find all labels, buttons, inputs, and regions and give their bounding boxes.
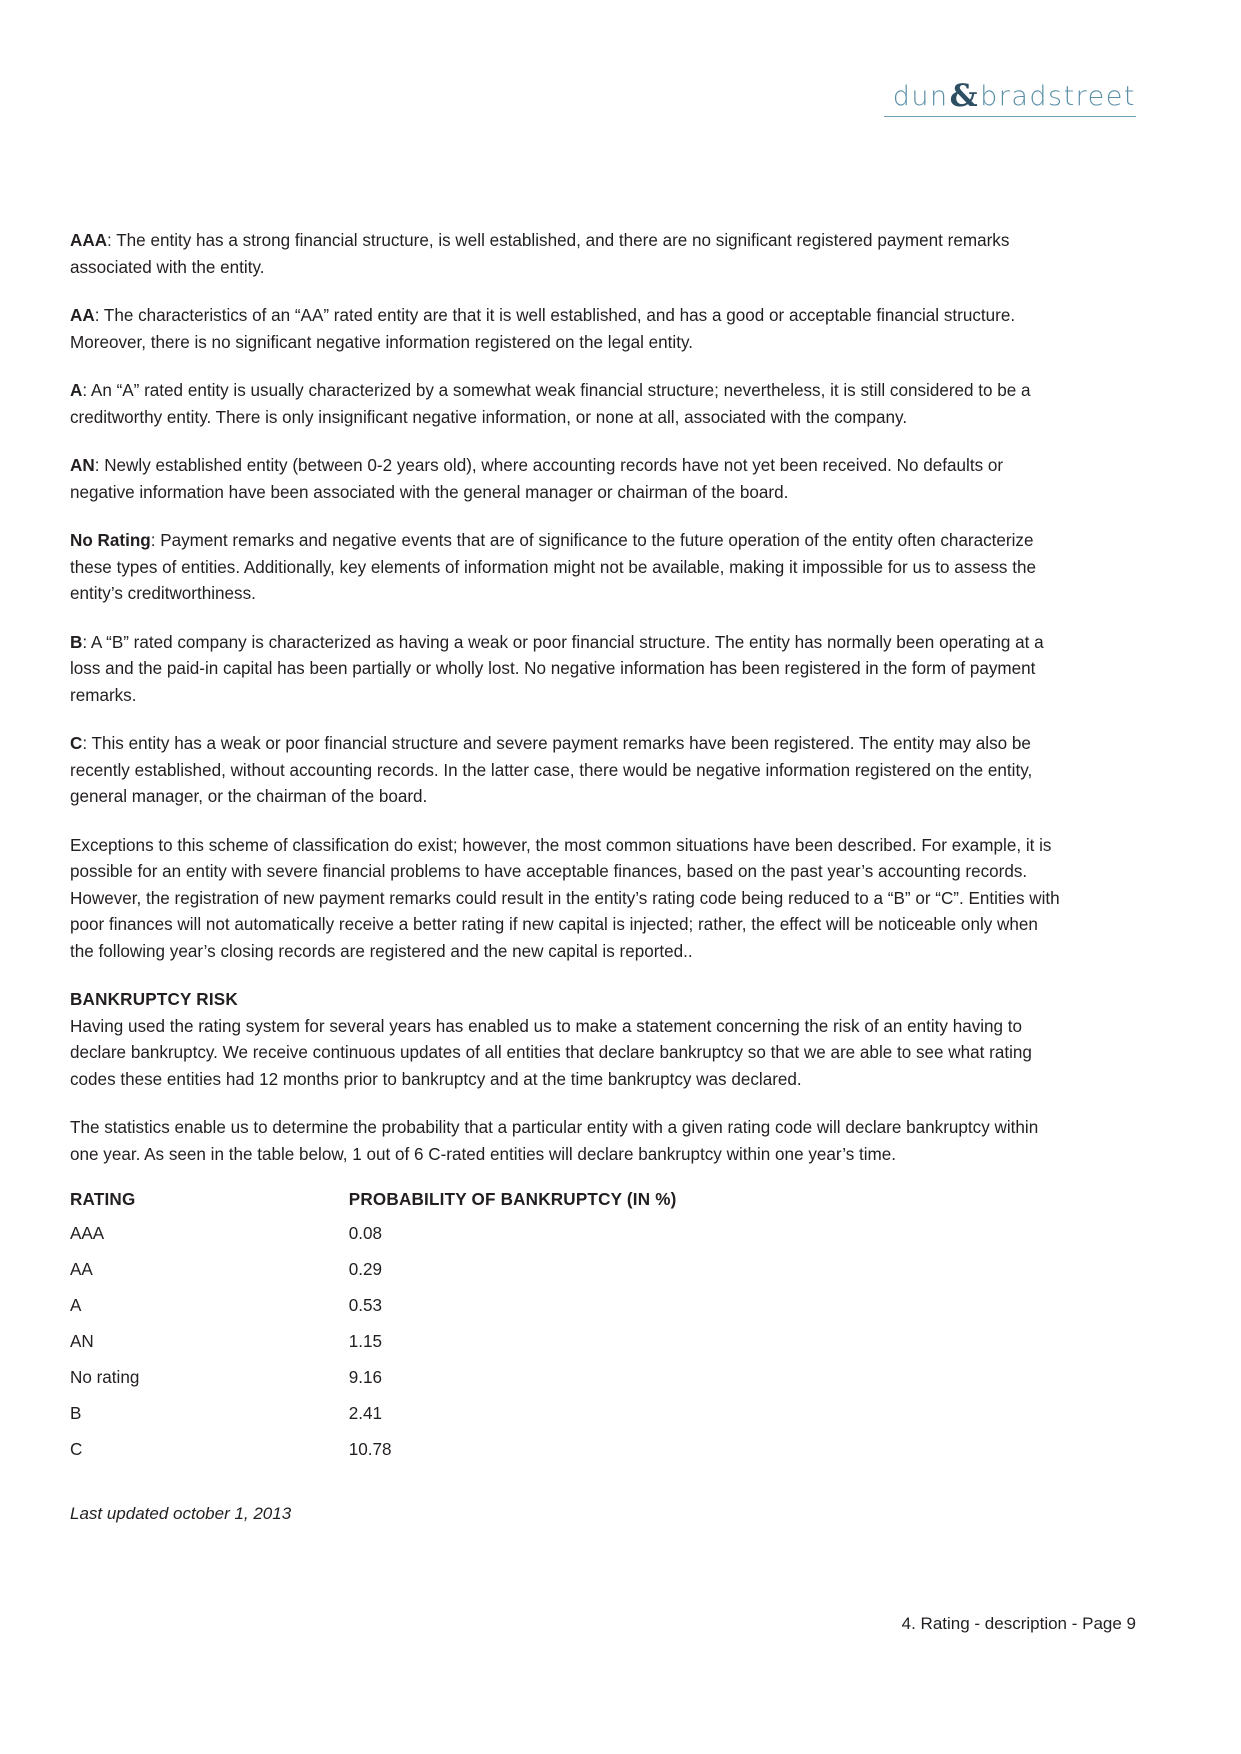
paragraph-exceptions-text: Exceptions to this scheme of classification do exist; however, the most common situations have been described. For example, it is possible for an entity with severe financial problems to have acceptable finances, based on the past year’s accounting records. However, the registration of new payment remarks could result in the entity’s rating code being reduced to a “B” or “C”. Entities with poor finances will not automatically receive a better rating if new capital is injected; rather, the effect will be noticeable only when the following year’s closing records are registered and the new capital is reported.. — [70, 835, 1060, 961]
paragraph-aa-text: : The characteristics of an “AA” rated entity are that it is well established, and has a good or acceptable financial structure. Moreover, there is no significant negative information registered on the legal entity. — [70, 306, 1016, 352]
paragraph-an-text: : Newly established entity (between 0-2 years old), where accounting records have not yet been received. No defaults or negative information have been associated with the general manager or chairman of the board. — [70, 456, 1004, 502]
table-row — [70, 1440, 770, 1476]
paragraph-bankruptcy-risk: Having used the rating system for several years has enabled us to make a statement concerning the risk of an entity having to declare bankruptcy. We receive continuous updates of all entities that declare bankruptcy so that we are able to see what rating codes these entities had 12 months prior to bankruptcy and at the time bankruptcy was declared. — [70, 1016, 1032, 1089]
paragraph-statistics: The statistics enable us to determine the probability that a particular entity with a given rating code will declare bankruptcy within one year. As seen in the table below, 1 out of 6 C-rated entities will declare bankruptcy within one year’s time. — [70, 1118, 1039, 1164]
logo-text-dun: dun — [892, 80, 949, 112]
paragraph-no-rating — [70, 528, 1060, 608]
cell-rating: B — [70, 1404, 82, 1423]
dun-bradstreet-logo — [893, 78, 1136, 114]
document-body — [70, 228, 1060, 1524]
paragraph-an-lead: AN — [70, 456, 95, 475]
cell-probability: 0.53 — [348, 1296, 383, 1315]
cell-probability: 10.78 — [348, 1440, 392, 1459]
cell-rating: AAA — [70, 1224, 105, 1243]
paragraph-b — [70, 630, 1060, 710]
logo-ampersand-icon: & — [949, 78, 980, 114]
paragraph-a — [70, 378, 1060, 431]
paragraph-exceptions — [70, 833, 1060, 966]
paragraph-aa-lead: AA — [70, 306, 95, 325]
table-row — [70, 1224, 770, 1260]
paragraph-c — [70, 731, 1060, 811]
table-row — [70, 1404, 770, 1440]
table-row — [70, 1296, 770, 1332]
table-row — [70, 1332, 770, 1368]
cell-rating: No rating — [70, 1368, 140, 1387]
paragraph-aaa-text: : The entity has a strong financial structure, is well established, and there are no significant registered payment remarks associated with the entity. — [70, 231, 1010, 277]
cell-probability: 1.15 — [348, 1332, 383, 1351]
cell-rating: C — [70, 1440, 83, 1459]
paragraph-c-text: : This entity has a weak or poor financial structure and severe payment remarks have been registered. The entity may also be recently established, without accounting records. In the latter case, there would be negative information registered on the entity, general manager, or the chairman of the board. — [70, 734, 1033, 806]
table-header-rating: RATING — [70, 1190, 136, 1209]
logo-divider — [884, 116, 1136, 117]
paragraph-no-rating-text: : Payment remarks and negative events that are of significance to the future operation of the entity often characterize these types of entities. Additionally, key elements of information might not be available, making it impossible for us to assess the entity’s creditworthiness. — [70, 531, 1036, 603]
cell-rating: AA — [70, 1260, 93, 1279]
paragraph-aaa-lead: AAA — [70, 231, 108, 250]
paragraph-a-lead: A — [70, 381, 83, 400]
paragraph-aaa — [70, 228, 1060, 281]
section-heading-bankruptcy-risk: BANKRUPTCY RISK — [70, 990, 238, 1009]
paragraph-c-lead: C — [70, 734, 83, 753]
table-row — [70, 1368, 770, 1404]
cell-probability: 9.16 — [348, 1368, 383, 1387]
logo-text-bradstreet: bradstreet — [980, 80, 1136, 112]
paragraph-an — [70, 453, 1060, 506]
paragraph-b-lead: B — [70, 632, 83, 652]
paragraph-b-text: : A “B” rated company is characterized as having a weak or poor financial structure. The entity has normally been operating at a loss and the paid-in capital has been partially or wholly lost. No negative information has been registered in the form of payment remarks. — [70, 632, 1044, 705]
page-footer: 4. Rating - description - Page 9 — [901, 1614, 1136, 1633]
table-header-probability: PROBABILITY OF BANKRUPTCY (IN %) — [348, 1190, 677, 1209]
cell-probability: 2.41 — [348, 1404, 383, 1423]
cell-rating: AN — [70, 1332, 94, 1351]
last-updated-note: Last updated october 1, 2013 — [70, 1504, 292, 1523]
table-header-row — [70, 1190, 770, 1224]
paragraph-a-text: : An “A” rated entity is usually characterized by a somewhat weak financial structure; nevertheless, it is still considered to be a creditworthy entity. There is only insignificant negative information, or none at all, associated with the company. — [70, 381, 1031, 427]
cell-rating: A — [70, 1296, 82, 1315]
paragraph-aa — [70, 303, 1060, 356]
cell-probability: 0.29 — [348, 1260, 383, 1279]
paragraph-no-rating-lead: No Rating — [70, 531, 151, 550]
cell-probability: 0.08 — [348, 1224, 383, 1243]
bankruptcy-probability-table — [70, 1190, 770, 1476]
table-row — [70, 1260, 770, 1296]
